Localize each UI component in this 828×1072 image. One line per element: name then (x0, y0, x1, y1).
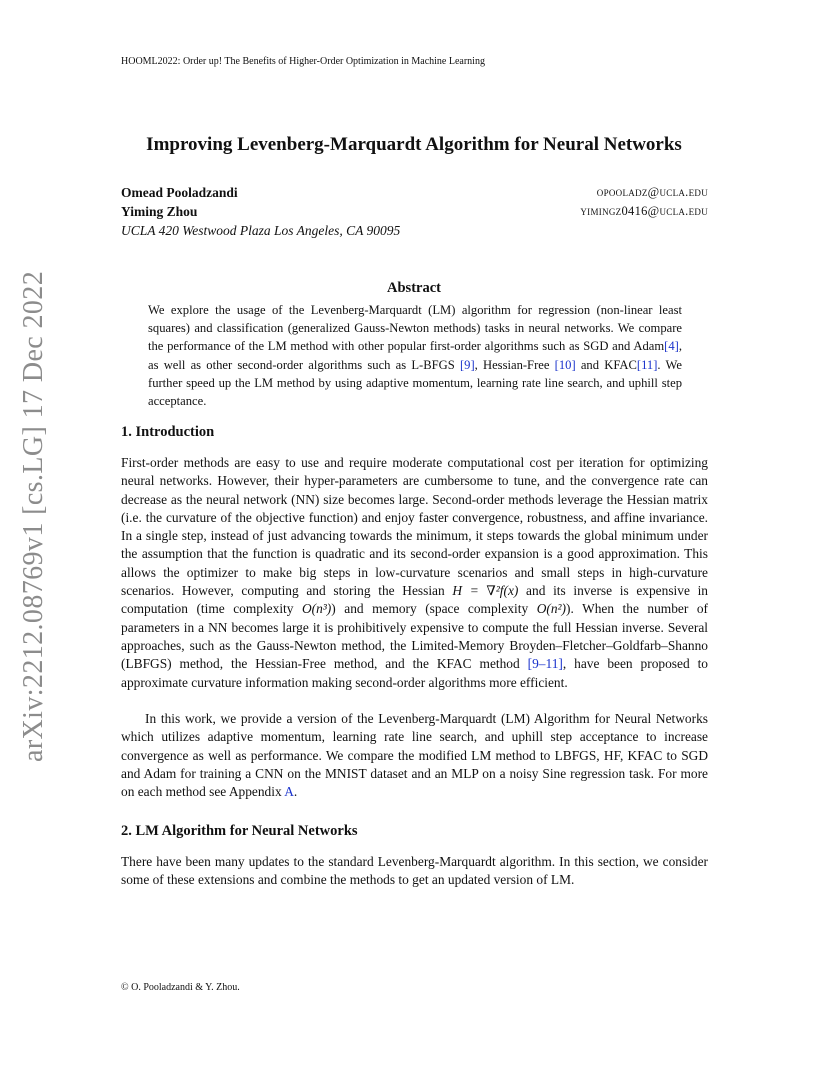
abstract-text-4: and KFAC (575, 357, 637, 372)
intro-text-2a: In this work, we provide a version of the Levenberg-Marquardt (LM) Algorithm for Neural Networks which utilizes adaptive momentum, learning rate line search, and uphill step acceptance to increase convergence as well as performance. We compare the modified LM method to LBFGS, HF, KFAC to SGD and Adam for training a CNN on the MNIST dataset and an MLP on a noisy Sine regression task. For more on each method see Appendix (121, 711, 708, 800)
intro-text-1b: and its inverse is expensive in computation (time complexity (121, 583, 708, 617)
section-heading-introduction: 1. Introduction (121, 424, 215, 440)
section-heading-lm-algorithm: 2. LM Algorithm for Neural Networks (121, 823, 358, 839)
paper-title: Improving Levenberg-Marquardt Algorithm for Neural Networks (146, 134, 682, 155)
author-name-2: Yiming Zhou (121, 204, 198, 219)
copyright-footer: © O. Pooladzandi & Y. Zhou. (121, 982, 240, 993)
math-hessian: H = ∇²f(x) (452, 583, 519, 599)
intro-text-1d: ). When the number of parameters in a NN becomes large it is prohibitively expensive to compute the full Hessian inverse. Several approaches, such as the Gauss-Newton method, the Limited-Memory Broyden–Fletcher–Goldfarb–Shanno (LBFGS) method, the Hessian-Free method, and the KFAC method (121, 601, 708, 672)
lm-paragraph-1: There have been many updates to the standard Levenberg-Marquardt algorithm. In this section, we consider some of these extensions and combine the methods to get an updated version of LM. (121, 854, 708, 888)
citation-link-adam[interactable]: [4] (664, 339, 679, 354)
intro-text-1c: ) and memory (space complexity (331, 601, 537, 617)
abstract-text-1: We explore the usage of the Levenberg-Marquardt (LM) algorithm for regression (non-linear least squares) and classification (generalized Gauss-Newton methods) tasks in neural networks. We compare the performance of the LM method with other popular first-order algorithms such as SGD and Adam (148, 303, 682, 354)
arxiv-identifier-stamp: arXiv:2212.08769v1 [cs.LG] 17 Dec 2022 (18, 270, 49, 762)
math-time-complexity: O(n³) (301, 601, 332, 617)
author-name-1: Omead Pooladzandi (121, 185, 238, 200)
author-block (121, 183, 708, 240)
abstract-text-3: , Hessian-Free (474, 357, 555, 372)
author-affiliation: UCLA 420 Westwood Plaza Los Angeles, CA 90095 (121, 223, 401, 238)
intro-text-1e: , have been proposed to approximate curvature information making second-order algorithms more efficient. (121, 656, 708, 690)
appendix-link[interactable]: A (284, 784, 294, 800)
author-row-1 (121, 183, 708, 202)
intro-paragraph-1 (121, 454, 708, 692)
abstract-heading: Abstract (387, 280, 441, 296)
author-email-1: opooladz@ucla.edu (596, 185, 708, 199)
running-header: HOOML2022: Order up! The Benefits of Higher-Order Optimization in Machine Learning (121, 56, 485, 67)
citation-link-hessian-free[interactable]: [10] (554, 357, 576, 372)
abstract-body (148, 301, 682, 410)
intro-text-2b: . (293, 784, 298, 800)
citation-link-kfac[interactable]: [11] (636, 357, 658, 372)
citation-link-lbfgs[interactable]: [9] (459, 357, 475, 372)
author-email-2: yimingz0416@ucla.edu (580, 204, 708, 218)
abstract-text-5: . We further speed up the LM method by using adaptive momentum, learning rate line search, and uphill step acceptance. (148, 357, 683, 409)
intro-paragraph-2 (121, 710, 708, 801)
author-row-2 (121, 202, 708, 221)
math-space-complexity: O(n²) (536, 601, 566, 617)
abstract-text-2: , as well as other second-order algorithms such as L-BFGS (148, 339, 682, 372)
citation-link-range[interactable]: [9–11] (527, 656, 563, 672)
intro-text-1a: First-order methods are easy to use and require moderate computational cost per iteration for optimizing neural networks. However, their hyper-parameters are cumbersome to tune, and the convergence rate can decrease as the neural network (NN) size becomes large. Second-order methods leverage the Hessian matrix (i.e. the curvature of the objective function) and enjoy faster convergence, robustness, and affine invariance. In a single step, instead of just advancing towards the minimum, it steps towards the global minimum under the assumption that the function is quadratic and its second-order expansion is a good approximation. This allows the optimizer to make big steps in low-curvature scenarios and small steps in high-curvature scenarios. However, computing and storing the Hessian (121, 455, 708, 599)
